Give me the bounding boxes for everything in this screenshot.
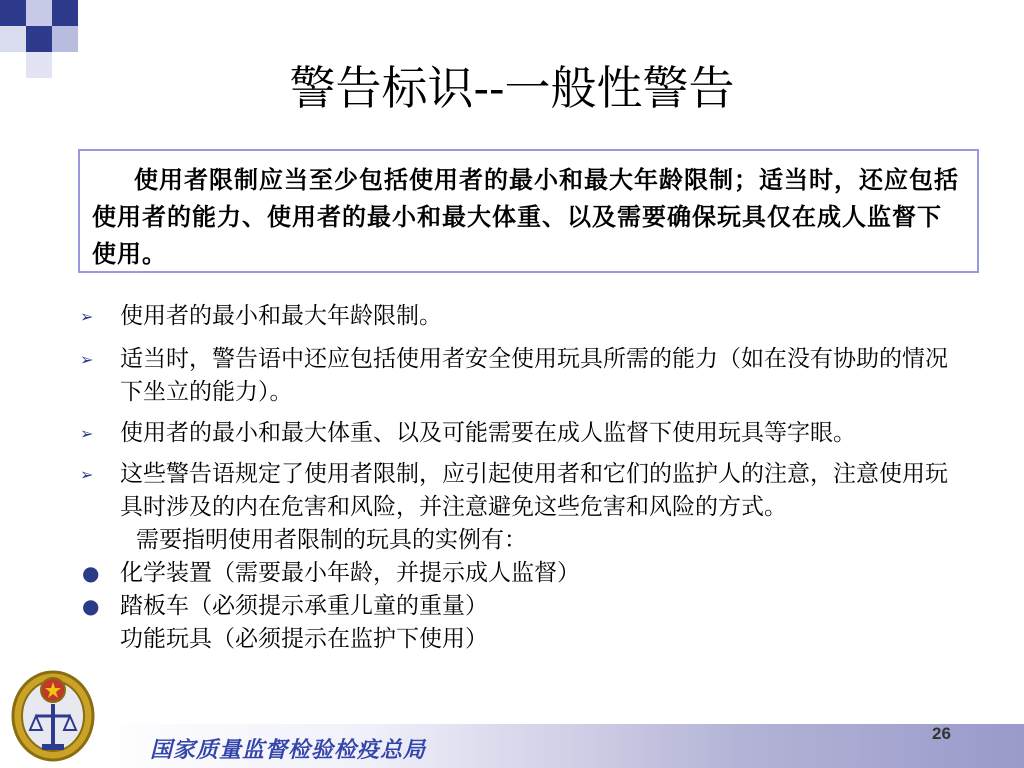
- list-item-text: 功能玩具（必须提示在监护下使用）: [120, 626, 488, 652]
- list-item: [80, 557, 960, 590]
- footer-organization: 国家质量监督检验检疫总局: [150, 737, 427, 763]
- summary-box: 使用者限制应当至少包括使用者的最小和最大年龄限制；适当时，还应包括使用者的能力、使用者的最小和最大体重、以及需要确保玩具仅在成人监督下使用。: [78, 149, 979, 273]
- list-item-text: 适当时，警告语中还应包括使用者安全使用玩具所需的能力（如在没有协助的情况下坐立的能力）。: [120, 346, 948, 405]
- content-list: [80, 300, 960, 656]
- national-emblem-icon: [6, 664, 100, 764]
- page-title: 警告标识--一般性警告: [289, 61, 735, 115]
- list-item-text: 使用者的最小和最大体重、以及可能需要在成人监督下使用玩具等字眼。: [120, 420, 856, 446]
- list-item: [80, 300, 960, 333]
- list-item: [80, 590, 960, 623]
- examples-intro: 需要指明使用者限制的玩具的实例有：: [136, 527, 527, 553]
- arrow-bullet-icon: ➢: [80, 350, 94, 369]
- arrow-bullet-icon: ➢: [80, 424, 94, 443]
- list-item: [80, 458, 960, 524]
- list-item: [80, 623, 960, 656]
- list-item: [80, 343, 960, 409]
- dot-bullet-icon: ●: [82, 561, 100, 585]
- list-item: [80, 417, 960, 450]
- list-item-text: 这些警告语规定了使用者限制，应引起使用者和它们的监护人的注意，注意使用玩具时涉及的内在危害和风险，并注意避免这些危害和风险的方式。: [120, 461, 948, 520]
- arrow-bullet-icon: ➢: [80, 307, 94, 326]
- list-item-text: 踏板车（必须提示承重儿童的重量）: [120, 593, 488, 619]
- arrow-bullet-icon: ➢: [80, 465, 94, 484]
- list-item-text: 化学装置（需要最小年龄，并提示成人监督）: [120, 560, 580, 586]
- dot-bullet-icon: ●: [82, 594, 100, 618]
- page-number: 26: [932, 724, 951, 743]
- list-item-text: 使用者的最小和最大年龄限制。: [120, 303, 442, 329]
